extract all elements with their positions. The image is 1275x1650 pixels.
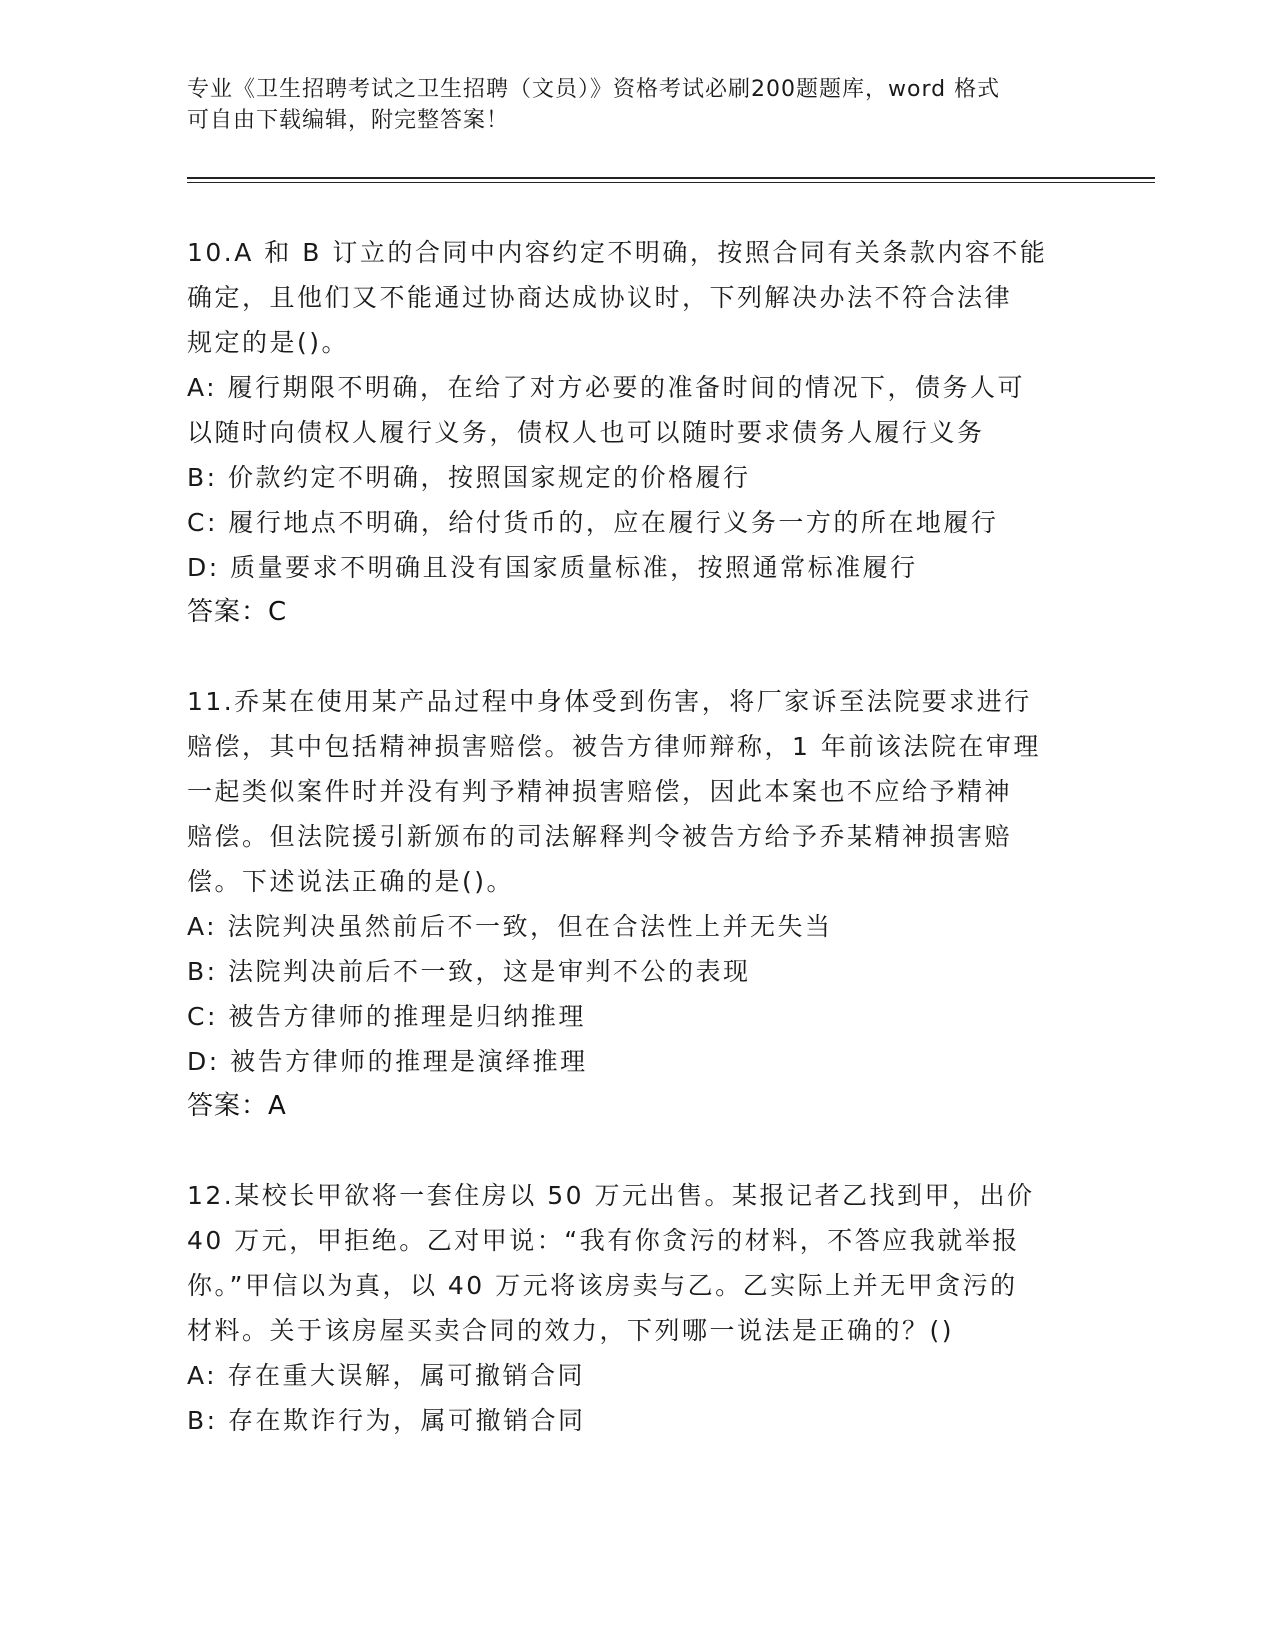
option-c: C: 被告方律师的推理是归纳推理 [187, 1002, 586, 1031]
question-stem-line: 10.A 和 B 订立的合同中内容约定不明确，按照合同有关条款内容不能 [187, 238, 1048, 267]
question-stem-line: 赔偿，其中包括精神损害赔偿。被告方律师辩称，1 年前该法院在审理 [187, 732, 1041, 761]
question-stem-line: 赔偿。但法院援引新颁布的司法解释判令被告方给予乔某精神损害赔 [187, 822, 1013, 851]
question-stem-line: 40 万元，甲拒绝。乙对甲说：“我有你贪污的材料，不答应我就举报 [187, 1226, 1020, 1255]
option-d: D: 质量要求不明确且没有国家质量标准，按照通常标准履行 [187, 553, 918, 582]
answer-label: 答案：C [187, 597, 288, 627]
question-stem-line: 12.某校长甲欲将一套住房以 50 万元出售。某报记者乙找到甲，出价 [187, 1181, 1035, 1210]
question-stem-line: 确定，且他们又不能通过协商达成协议时，下列解决办法不符合法律 [187, 283, 1013, 312]
question-stem-line: 规定的是()。 [187, 328, 350, 357]
option-a: A: 履行期限不明确，在给了对方必要的准备时间的情况下，债务人可 [187, 373, 1026, 402]
option-c: C: 履行地点不明确，给付货币的，应在履行义务一方的所在地履行 [187, 508, 999, 537]
header-line-1: 专业《卫生招聘考试之卫生招聘（文员）》资格考试必刷200题题库，word 格式 [187, 77, 1001, 102]
question-11 [187, 679, 1087, 1129]
document-header [187, 74, 1087, 136]
header-divider-thin [187, 182, 1155, 183]
option-b: B: 法院判决前后不一致，这是审判不公的表现 [187, 957, 751, 986]
header-line-2: 可自由下载编辑，附完整答案！ [187, 108, 510, 133]
option-a-continued: 以随时向债权人履行义务，债权人也可以随时要求债务人履行义务 [187, 418, 985, 447]
question-list [187, 230, 1087, 1487]
question-10 [187, 230, 1087, 635]
header-divider-thick [187, 177, 1155, 179]
question-stem-line: 一起类似案件时并没有判予精神损害赔偿，因此本案也不应给予精神 [187, 777, 1013, 806]
question-stem-line: 材料。关于该房屋买卖合同的效力，下列哪一说法是正确的？() [187, 1316, 955, 1345]
option-b: B: 存在欺诈行为，属可撤销合同 [187, 1406, 586, 1435]
option-b: B: 价款约定不明确，按照国家规定的价格履行 [187, 463, 751, 492]
question-stem-line: 你。”甲信以为真，以 40 万元将该房卖与乙。乙实际上并无甲贪污的 [187, 1271, 1018, 1300]
question-12 [187, 1173, 1087, 1443]
option-d: D: 被告方律师的推理是演绎推理 [187, 1047, 588, 1076]
question-stem-line: 偿。下述说法正确的是()。 [187, 867, 515, 896]
option-a: A: 法院判决虽然前后不一致，但在合法性上并无失当 [187, 912, 833, 941]
answer-label: 答案：A [187, 1091, 287, 1121]
question-stem-line: 11.乔某在使用某产品过程中身体受到伤害，将厂家诉至法院要求进行 [187, 687, 1032, 716]
option-a: A: 存在重大误解，属可撤销合同 [187, 1361, 586, 1390]
